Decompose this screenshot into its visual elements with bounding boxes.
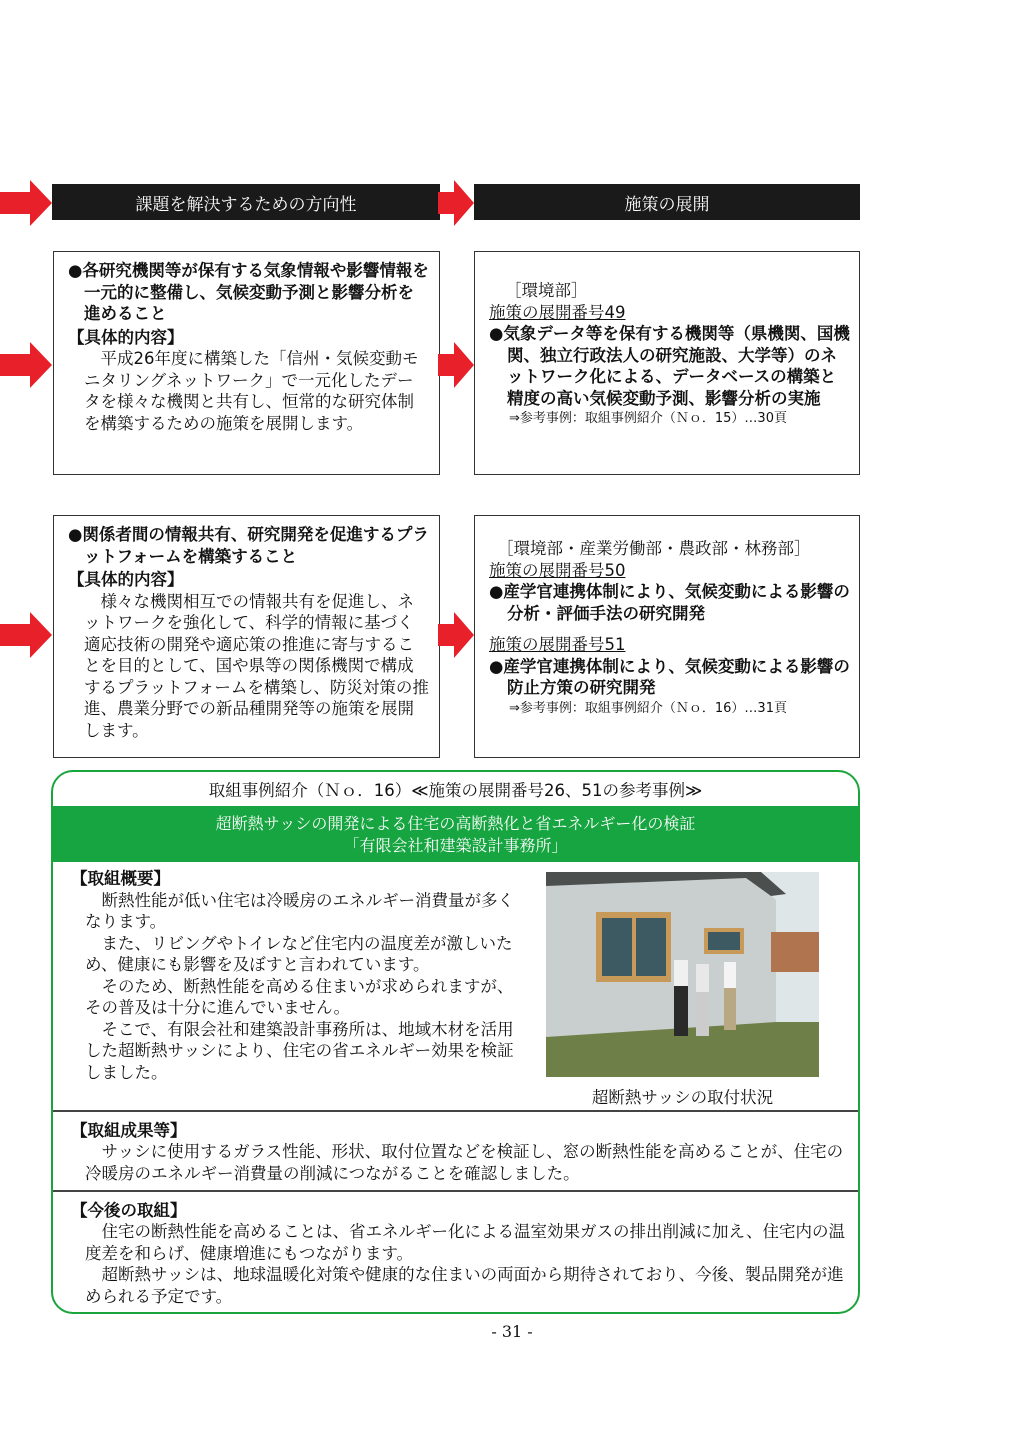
results-section bbox=[53, 1112, 858, 1191]
overview-label: 【取組概要】 bbox=[71, 869, 170, 888]
page-number: - 31 - bbox=[491, 1322, 533, 1341]
header-measures bbox=[474, 184, 860, 220]
case-banner-company: 「有限会社和建築設計事務所」 bbox=[343, 836, 568, 855]
right-arrow-icon bbox=[0, 180, 52, 226]
measure-box-2 bbox=[474, 515, 860, 758]
department: ［環境部］ bbox=[505, 281, 588, 300]
right-arrow-icon bbox=[438, 180, 474, 226]
overview-paragraph: また、リビングやトイレなど住宅内の温度差が激しいため、健康にも影響を及ぼすと言われています。 bbox=[85, 933, 513, 974]
content-label: 【具体的内容】 bbox=[68, 327, 184, 347]
direction-box-1 bbox=[53, 251, 440, 475]
header-direction-label: 課題を解決するための方向性 bbox=[135, 194, 357, 215]
direction-box-2 bbox=[53, 515, 440, 758]
overview-paragraph: 断熱性能が低い住宅は冷暖房のエネルギー消費量が多くなります。 bbox=[85, 890, 514, 931]
overview-section bbox=[53, 862, 858, 1110]
future-label: 【今後の取組】 bbox=[71, 1200, 187, 1220]
right-arrow-icon bbox=[0, 342, 52, 388]
sash-photo bbox=[546, 872, 819, 1077]
case-banner bbox=[53, 806, 858, 862]
measure-number: 施策の展開番号50 bbox=[489, 560, 626, 580]
header-direction bbox=[52, 184, 440, 220]
house-photo-illustration bbox=[546, 872, 819, 1077]
future-paragraph: 超断熱サッシは、地球温暖化対策や健康的な住まいの両面から期待されており、今後、製品開発が進められる予定です。 bbox=[85, 1265, 844, 1306]
photo-caption: 超断熱サッシの取付状況 bbox=[591, 1088, 774, 1107]
case-study-box bbox=[51, 770, 860, 1314]
measure-bullet: ●産学官連携体制により、気候変動による影響の分析・評価手法の研究開発 bbox=[489, 582, 850, 623]
measure-bullet: ●産学官連携体制により、気候変動による影響の防止方策の研究開発 bbox=[489, 656, 850, 697]
future-section bbox=[53, 1192, 858, 1308]
direction-bullet: ●各研究機関等が保有する気象情報や影響情報を一元的に整備し、気候変動予測と影響分析を進めること bbox=[68, 261, 429, 323]
right-arrow-icon bbox=[438, 612, 474, 658]
header-measures-label: 施策の展開 bbox=[624, 194, 710, 215]
content-body: 様々な機関相互での情報共有を促進し、ネットワークを強化して、科学的情報に基づく適応技術の開発や適応策の推進に寄与することを目的として、国や県等の関係機関で構成するプラットフォームを構築し、防災対策の推進、農業分野での新品種開発等の施策を展開します。 bbox=[84, 591, 429, 740]
measure-number: 施策の展開番号51 bbox=[489, 635, 626, 654]
measure-bullet: ●気象データ等を保有する機関等（県機関、国機関、独立行政法人の研究施設、大学等）のネットワーク化による、データベースの構築と精度の高い気候変動予測、影響分析の実施 bbox=[489, 324, 850, 408]
future-paragraph: 住宅の断熱性能を高めることは、省エネルギー化による温室効果ガスの排出削減に加え、住宅内の温度差を和らげ、健康増進にもつながります。 bbox=[85, 1222, 845, 1263]
overview-paragraph: そのため、断熱性能を高める住まいが求められますが、その普及は十分に進んでいません。 bbox=[85, 976, 514, 1017]
case-banner-title: 超断熱サッシの開発による住宅の高断熱化と省エネルギー化の検証 bbox=[215, 814, 696, 833]
department: ［環境部・産業労働部・農政部・林務部］ bbox=[497, 539, 811, 558]
right-arrow-icon bbox=[438, 342, 474, 388]
content-label: 【具体的内容】 bbox=[68, 570, 184, 589]
measure-number: 施策の展開番号49 bbox=[489, 302, 626, 322]
overview-text bbox=[71, 868, 529, 1083]
reference-link: ⇒参考事例：取組事例紹介（Ｎｏ．16）…31頁 bbox=[509, 700, 787, 716]
content-body: 平成26年度に構築した「信州・気候変動モニタリングネットワーク」で一元化したデータを様々な機関と共有し、恒常的な研究体制を構築するための施策を展開します。 bbox=[84, 349, 419, 433]
results-text: サッシに使用するガラス性能、形状、取付位置などを検証し、窓の断熱性能を高めることが、住宅の冷暖房のエネルギー消費量の削減につながることを確認しました。 bbox=[85, 1142, 844, 1183]
measure-box-1 bbox=[474, 251, 860, 475]
direction-bullet: ●関係者間の情報共有、研究開発を促進するプラットフォームを構築すること bbox=[68, 525, 429, 566]
case-title: 取組事例紹介（Ｎｏ．16）≪施策の展開番号26、51の参考事例≫ bbox=[208, 781, 703, 800]
right-arrow-icon bbox=[0, 612, 52, 658]
results-label: 【取組成果等】 bbox=[71, 1120, 187, 1140]
reference-link: ⇒参考事例：取組事例紹介（Ｎｏ．15）…30頁 bbox=[509, 411, 787, 426]
overview-paragraph: そこで、有限会社和建築設計事務所は、地域木材を活用した超断熱サッシにより、住宅の省エネルギー効果を検証しました。 bbox=[85, 1019, 514, 1082]
